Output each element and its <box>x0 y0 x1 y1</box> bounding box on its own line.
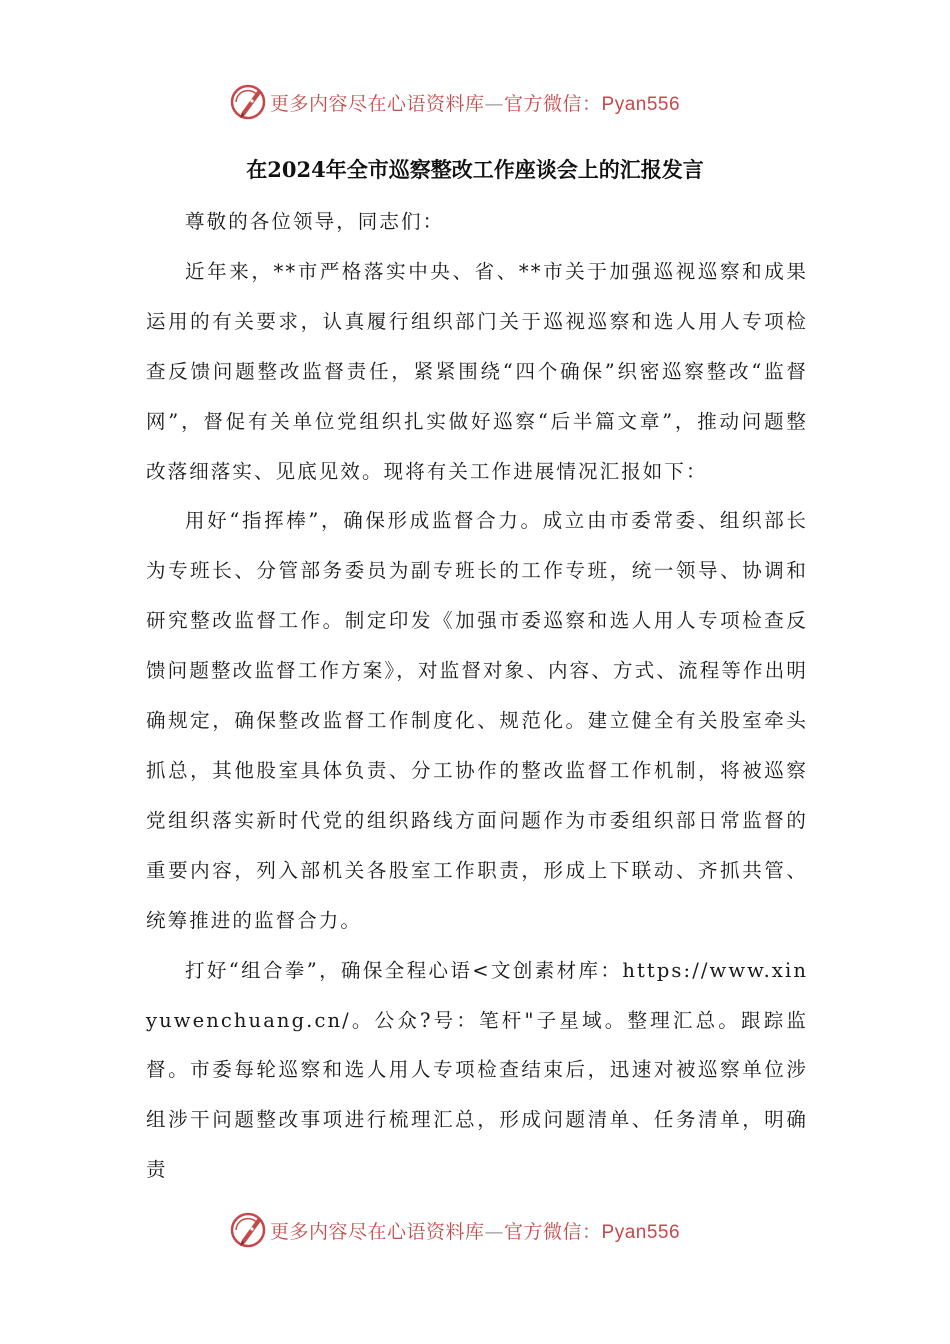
paragraph-section-2: 打好“组合拳”，确保全程心语<文创素材库：https://www.xinyuwenchuang.cn/。公众?号：笔杆"子星域。整理汇总。跟踪监督。市委每轮巡察和选人用人专项检查结束后，迅速对被巡察单位涉组涉干问题整改事项进行梳理汇总，形成问题清单、任务清单，明确责 <box>146 958 808 1182</box>
footer-banner-text <box>270 1217 680 1244</box>
banner-wechat-id: Pyan556 <box>601 1221 681 1243</box>
document-title: 在2024年全市巡察整改工作座谈会上的汇报发言 <box>246 157 704 182</box>
paragraph-intro: 近年来，**市严格落实中央、省、**市关于加强巡视巡察和成果运用的有关要求，认真履行组织部门关于巡视巡察和选人用人专项检查反馈问题整改监督责任，紧紧围绕“四个确保”织密巡察整改“监督网”，督促有关单位党组织扎实做好巡察“后半篇文章”，推动问题整改落细落实、见底见效。现将有关工作进展情况汇报如下： <box>146 259 808 483</box>
banner-wechat-label: 官方微信： <box>504 92 602 115</box>
pen-nib-circle-icon <box>228 1210 268 1250</box>
header-banner-text <box>270 89 680 116</box>
banner-main-text: 更多内容尽在心语资料库 <box>270 1220 485 1243</box>
footer-banner <box>228 1208 748 1252</box>
banner-main-text: 更多内容尽在心语资料库 <box>270 92 485 115</box>
header-banner <box>228 80 748 124</box>
pen-nib-circle-icon <box>228 82 268 122</box>
banner-separator: — <box>484 92 505 115</box>
paragraph-section-1: 用好“指挥棒”，确保形成监督合力。成立由市委常委、组织部长为专班长、分管部务委员为副专班长的工作专班，统一领导、协调和研究整改监督工作。制定印发《加强市委巡察和选人用人专项检查反馈问题整改监督工作方案》，对监督对象、内容、方式、流程等作出明确规定，确保整改监督工作制度化、规范化。建立健全有关股室牵头抓总，其他股室具体负责、分工协作的整改监督工作机制，将被巡察党组织落实新时代党的组织路线方面问题作为市委组织部日常监督的重要内容，列入部机关各股室工作职责，形成上下联动、齐抓共管、统筹推进的监督合力。 <box>146 509 808 932</box>
paragraph-salutation: 尊敬的各位领导，同志们： <box>185 210 445 233</box>
banner-separator: — <box>484 1220 505 1243</box>
banner-wechat-label: 官方微信： <box>504 1220 602 1243</box>
document-body <box>146 197 808 1195</box>
banner-wechat-id: Pyan556 <box>601 93 681 115</box>
